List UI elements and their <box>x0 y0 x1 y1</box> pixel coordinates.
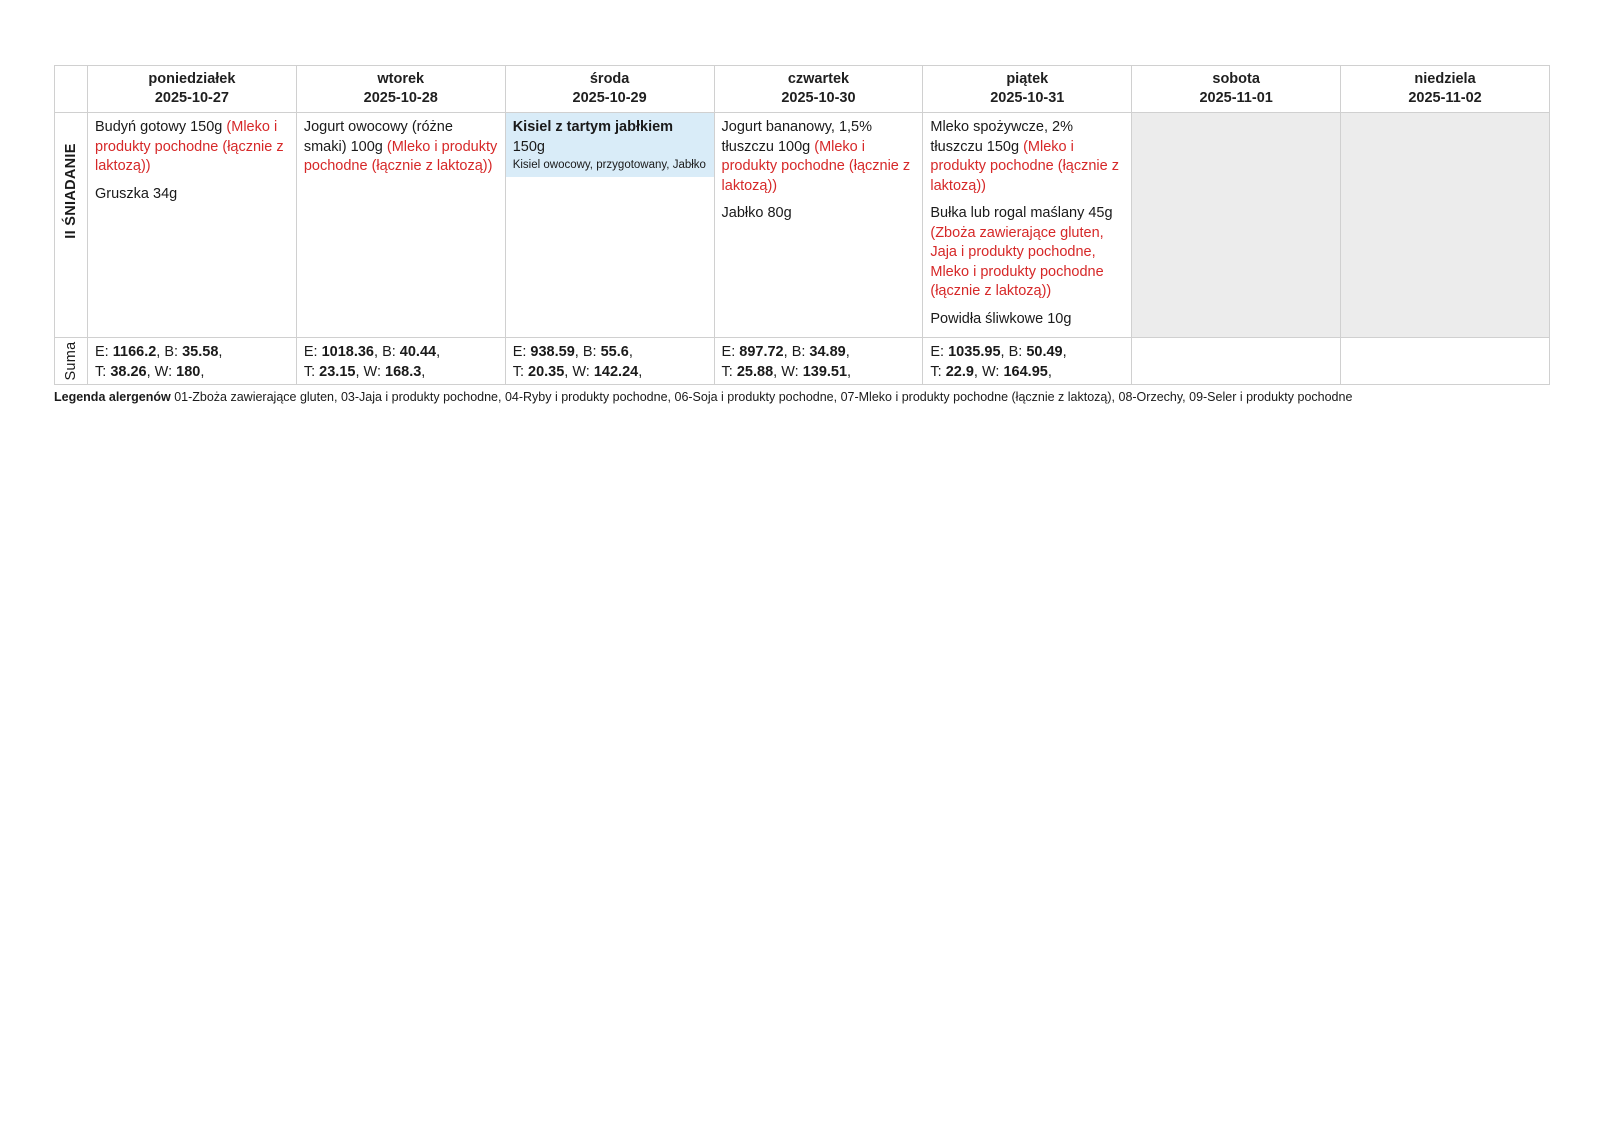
day-header <box>1341 66 1550 113</box>
meal-item-allergens: (Mleko i produkty pochodne (łącznie z laktozą)) <box>95 119 284 174</box>
day-name: wtorek <box>377 71 425 87</box>
carbs-value: 139.51 <box>802 363 848 380</box>
recipe-ingredients: Kisiel owocowy, przygotowany, Jabłko <box>512 159 706 171</box>
sum-cell <box>88 338 297 385</box>
protein-value: 40.44 <box>399 344 437 360</box>
day-name: piątek <box>1006 71 1049 87</box>
meal-cell <box>505 113 714 338</box>
meal-item-name: Bułka lub rogal maślany 45g <box>930 205 1113 221</box>
energy-value: 1035.95 <box>948 344 1001 360</box>
sum-cell <box>923 338 1132 385</box>
meal-row-header <box>55 113 88 338</box>
meal-cell <box>1341 113 1550 338</box>
corner-cell <box>55 66 88 113</box>
legend-label: Legenda alergenów <box>54 390 171 404</box>
day-header <box>714 66 923 113</box>
sum-label: Suma <box>63 341 79 381</box>
day-date: 2025-10-29 <box>572 90 647 106</box>
carbs-value: 180 <box>176 363 201 380</box>
nutrition-summary: E: 1166.2, B: 35.58, T: 38.26, W: 180, <box>95 344 223 380</box>
meal-item-name: Mleko spożywcze, 2% tłuszczu 150g <box>930 119 1074 155</box>
meal-item-name: Budyń gotowy 150g <box>95 119 223 135</box>
meal-item-allergens: (Zboża zawierające gluten, Jaja i produkty pochodne, Mleko i produkty pochodne (łącznie z laktozą)) <box>930 224 1104 299</box>
carbs-value: 164.95 <box>1003 363 1048 380</box>
day-name: poniedziałek <box>148 71 236 87</box>
carbs-value: 142.24 <box>593 363 639 380</box>
meal-items <box>715 113 923 224</box>
meal-items <box>923 113 1131 329</box>
sum-row-header <box>55 338 88 385</box>
day-date: 2025-10-31 <box>990 90 1065 106</box>
meal-name-label: II ŚNIADANIE <box>63 143 79 239</box>
day-date: 2025-10-30 <box>781 90 856 106</box>
day-name: środa <box>589 71 630 87</box>
sum-row <box>55 338 1550 385</box>
nutrition-summary: E: 1018.36, B: 40.44, T: 23.15, W: 168.3, <box>303 344 441 380</box>
energy-value: 938.59 <box>530 344 575 360</box>
recipe-weight: 150g <box>512 138 545 155</box>
day-name: sobota <box>1212 71 1260 87</box>
legend-text: 01-Zboża zawierające gluten, 03-Jaja i produkty pochodne, 04-Ryby i produkty pochodne, 06-Soja i produkty pochodne, 07-Mleko i produkty pochodne (łącznie z laktozą), 08-Orzechy, 09-Seler i produkty pochodne <box>174 390 1353 404</box>
fat-value: 38.26 <box>110 363 147 380</box>
carbs-value: 168.3 <box>385 363 422 380</box>
meal-item-name: Jogurt owocowy (różne smaki) 100g <box>303 119 453 155</box>
sum-cell <box>1132 338 1341 385</box>
day-name: czwartek <box>787 71 850 87</box>
sum-cell <box>714 338 923 385</box>
sum-cell <box>1341 338 1550 385</box>
recipe-title: Kisiel z tartym jabłkiem <box>512 119 674 135</box>
meal-item <box>95 118 290 177</box>
meal-item-name: Gruszka 34g <box>95 185 178 202</box>
protein-value: 55.6 <box>600 344 629 360</box>
meal-item-name: Powidła śliwkowe 10g <box>930 310 1072 327</box>
meal-cell <box>1132 113 1341 338</box>
meal-item <box>722 118 917 196</box>
energy-value: 1166.2 <box>112 344 157 360</box>
meal-row-second-breakfast <box>55 113 1550 338</box>
meal-items <box>88 113 296 204</box>
meal-item-name: Jogurt bananowy, 1,5% tłuszczu 100g <box>721 119 872 155</box>
meal-item <box>95 185 290 205</box>
meal-item <box>930 118 1125 196</box>
nutrition-summary: E: 897.72, B: 34.89, T: 25.88, W: 139.51, <box>721 344 852 380</box>
meal-item-name: Jabłko 80g <box>721 205 792 221</box>
fat-value: 25.88 <box>736 363 774 380</box>
day-name: niedziela <box>1414 71 1476 87</box>
meal-cell <box>923 113 1132 338</box>
recipe-block <box>506 113 714 177</box>
meal-cell <box>296 113 505 338</box>
energy-value: 897.72 <box>739 344 784 360</box>
day-header <box>1132 66 1341 113</box>
sum-cell <box>505 338 714 385</box>
meal-item <box>722 204 917 224</box>
fat-value: 23.15 <box>319 363 356 380</box>
protein-value: 50.49 <box>1026 344 1063 360</box>
protein-value: 34.89 <box>809 344 846 360</box>
day-date: 2025-11-02 <box>1408 90 1482 106</box>
meal-items <box>297 113 505 177</box>
day-date: 2025-11-01 <box>1199 90 1273 106</box>
meal-cell <box>88 113 297 338</box>
meal-item-allergens: (Mleko i produkty pochodne (łącznie z laktozą)) <box>721 138 911 194</box>
weekly-menu-table <box>54 65 1550 385</box>
day-header <box>296 66 505 113</box>
allergen-legend <box>54 390 1352 404</box>
day-header <box>88 66 297 113</box>
meal-item <box>930 204 1125 302</box>
fat-value: 20.35 <box>528 363 565 380</box>
nutrition-summary: E: 1035.95, B: 50.49, T: 22.9, W: 164.95, <box>930 344 1067 380</box>
energy-value: 1018.36 <box>321 344 374 360</box>
meal-item <box>304 118 499 177</box>
meal-item-allergens: (Mleko i produkty pochodne (łącznie z laktozą)) <box>930 138 1119 194</box>
nutrition-summary: E: 938.59, B: 55.6, T: 20.35, W: 142.24, <box>512 344 643 380</box>
day-date: 2025-10-27 <box>154 90 229 106</box>
day-header <box>923 66 1132 113</box>
meal-item <box>930 310 1125 330</box>
fat-value: 22.9 <box>945 363 974 380</box>
day-date: 2025-10-28 <box>363 90 438 106</box>
day-header-row <box>55 66 1550 113</box>
protein-value: 35.58 <box>182 344 219 360</box>
meal-item-allergens: (Mleko i produkty pochodne (łącznie z laktozą)) <box>303 138 498 174</box>
meal-cell <box>714 113 923 338</box>
sum-cell <box>296 338 505 385</box>
day-header <box>505 66 714 113</box>
